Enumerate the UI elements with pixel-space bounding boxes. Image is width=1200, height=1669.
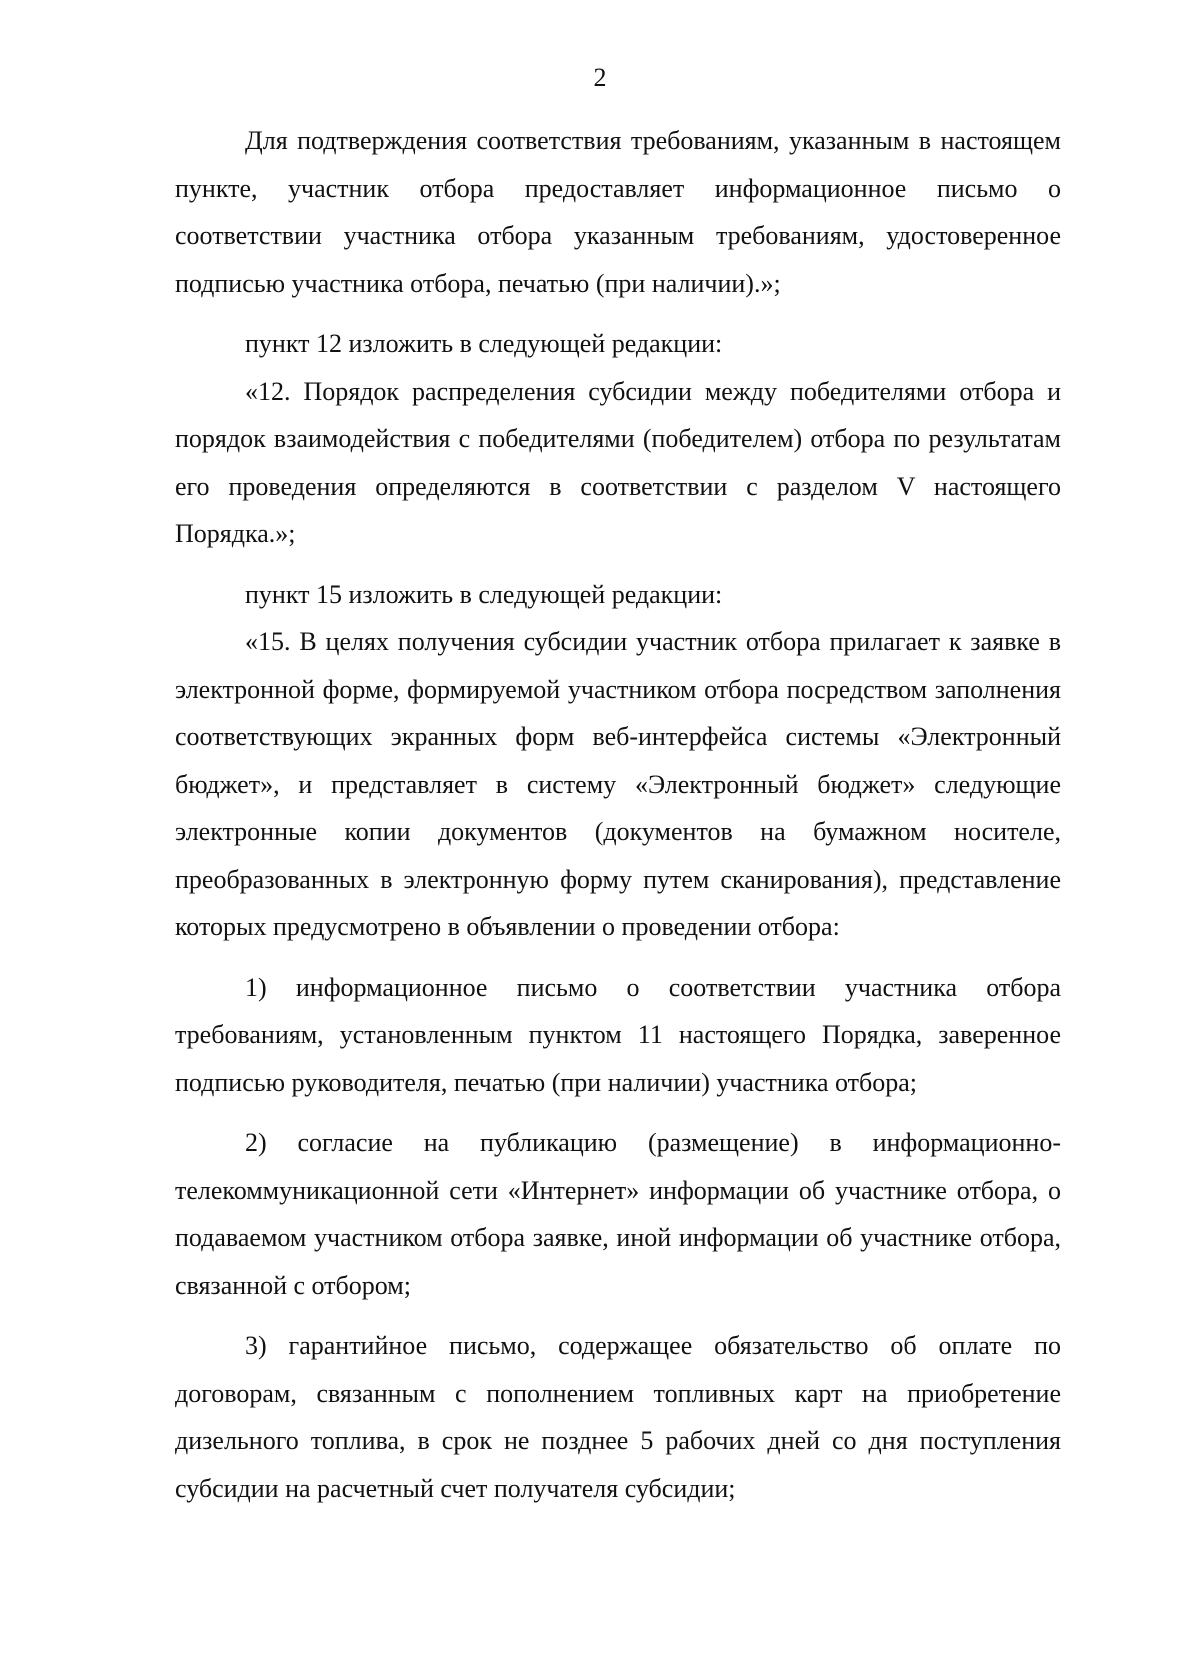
page-number: 2 — [593, 63, 607, 92]
paragraph-item-12-intro: пункт 12 изложить в следующей редакции: — [245, 329, 723, 358]
paragraph-subitem-2: 2) согласие на публикацию (размещение) в информационно-телекоммуникационной сети «Интернет» информации об участнике отбора, о подаваемом участником отбора заявке, иной информации об участнике отбора, связанной с отбором; — [175, 1128, 1061, 1300]
document-body — [175, 117, 1061, 1512]
paragraph-item-15-intro: пункт 15 изложить в следующей редакции: — [245, 579, 723, 609]
paragraph-confirmation: Для подтверждения соответствия требованиям, указанным в настоящем пункте, участник отбора предоставляет информационное письмо о соответствии участника отбора указанным требованиям, удостоверенное подписью участника отбора, печатью (при наличии).»; — [175, 126, 1061, 298]
paragraph-subitem-1: 1) информационное письмо о соответствии участника отбора требованиям, установленным пунктом 11 настоящего Порядка, заверенное подписью руководителя, печатью (при наличии) участника отбора; — [175, 972, 1061, 1097]
paragraph-item-15: «15. В целях получения субсидии участник отбора прилагает к заявке в электронной форме, формируемой участником отбора посредством заполнения соответствующих экранных форм веб-интерфейса системы «Электронный бюджет», и представляет в систему «Электронный бюджет» следующие электронные копии документов (документов на бумажном носителе, преобразованных в электронную форму путем сканирования), представление которых предусмотрено в объявлении о проведении отбора: — [175, 627, 1061, 941]
paragraph-item-12: «12. Порядок распределения субсидии между победителями отбора и порядок взаимодействия с победителями (победителем) отбора по результатам его проведения определяются в соответствии с разделом V настоящего Порядка.»; — [175, 376, 1061, 548]
paragraph-subitem-3: 3) гарантийное письмо, содержащее обязательство об оплате по договорам, связанным с пополнением топливных карт на приобретение дизельного топлива, в срок не позднее 5 рабочих дней со дня поступления субсидии на расчетный счет получателя субсидии; — [175, 1331, 1061, 1503]
